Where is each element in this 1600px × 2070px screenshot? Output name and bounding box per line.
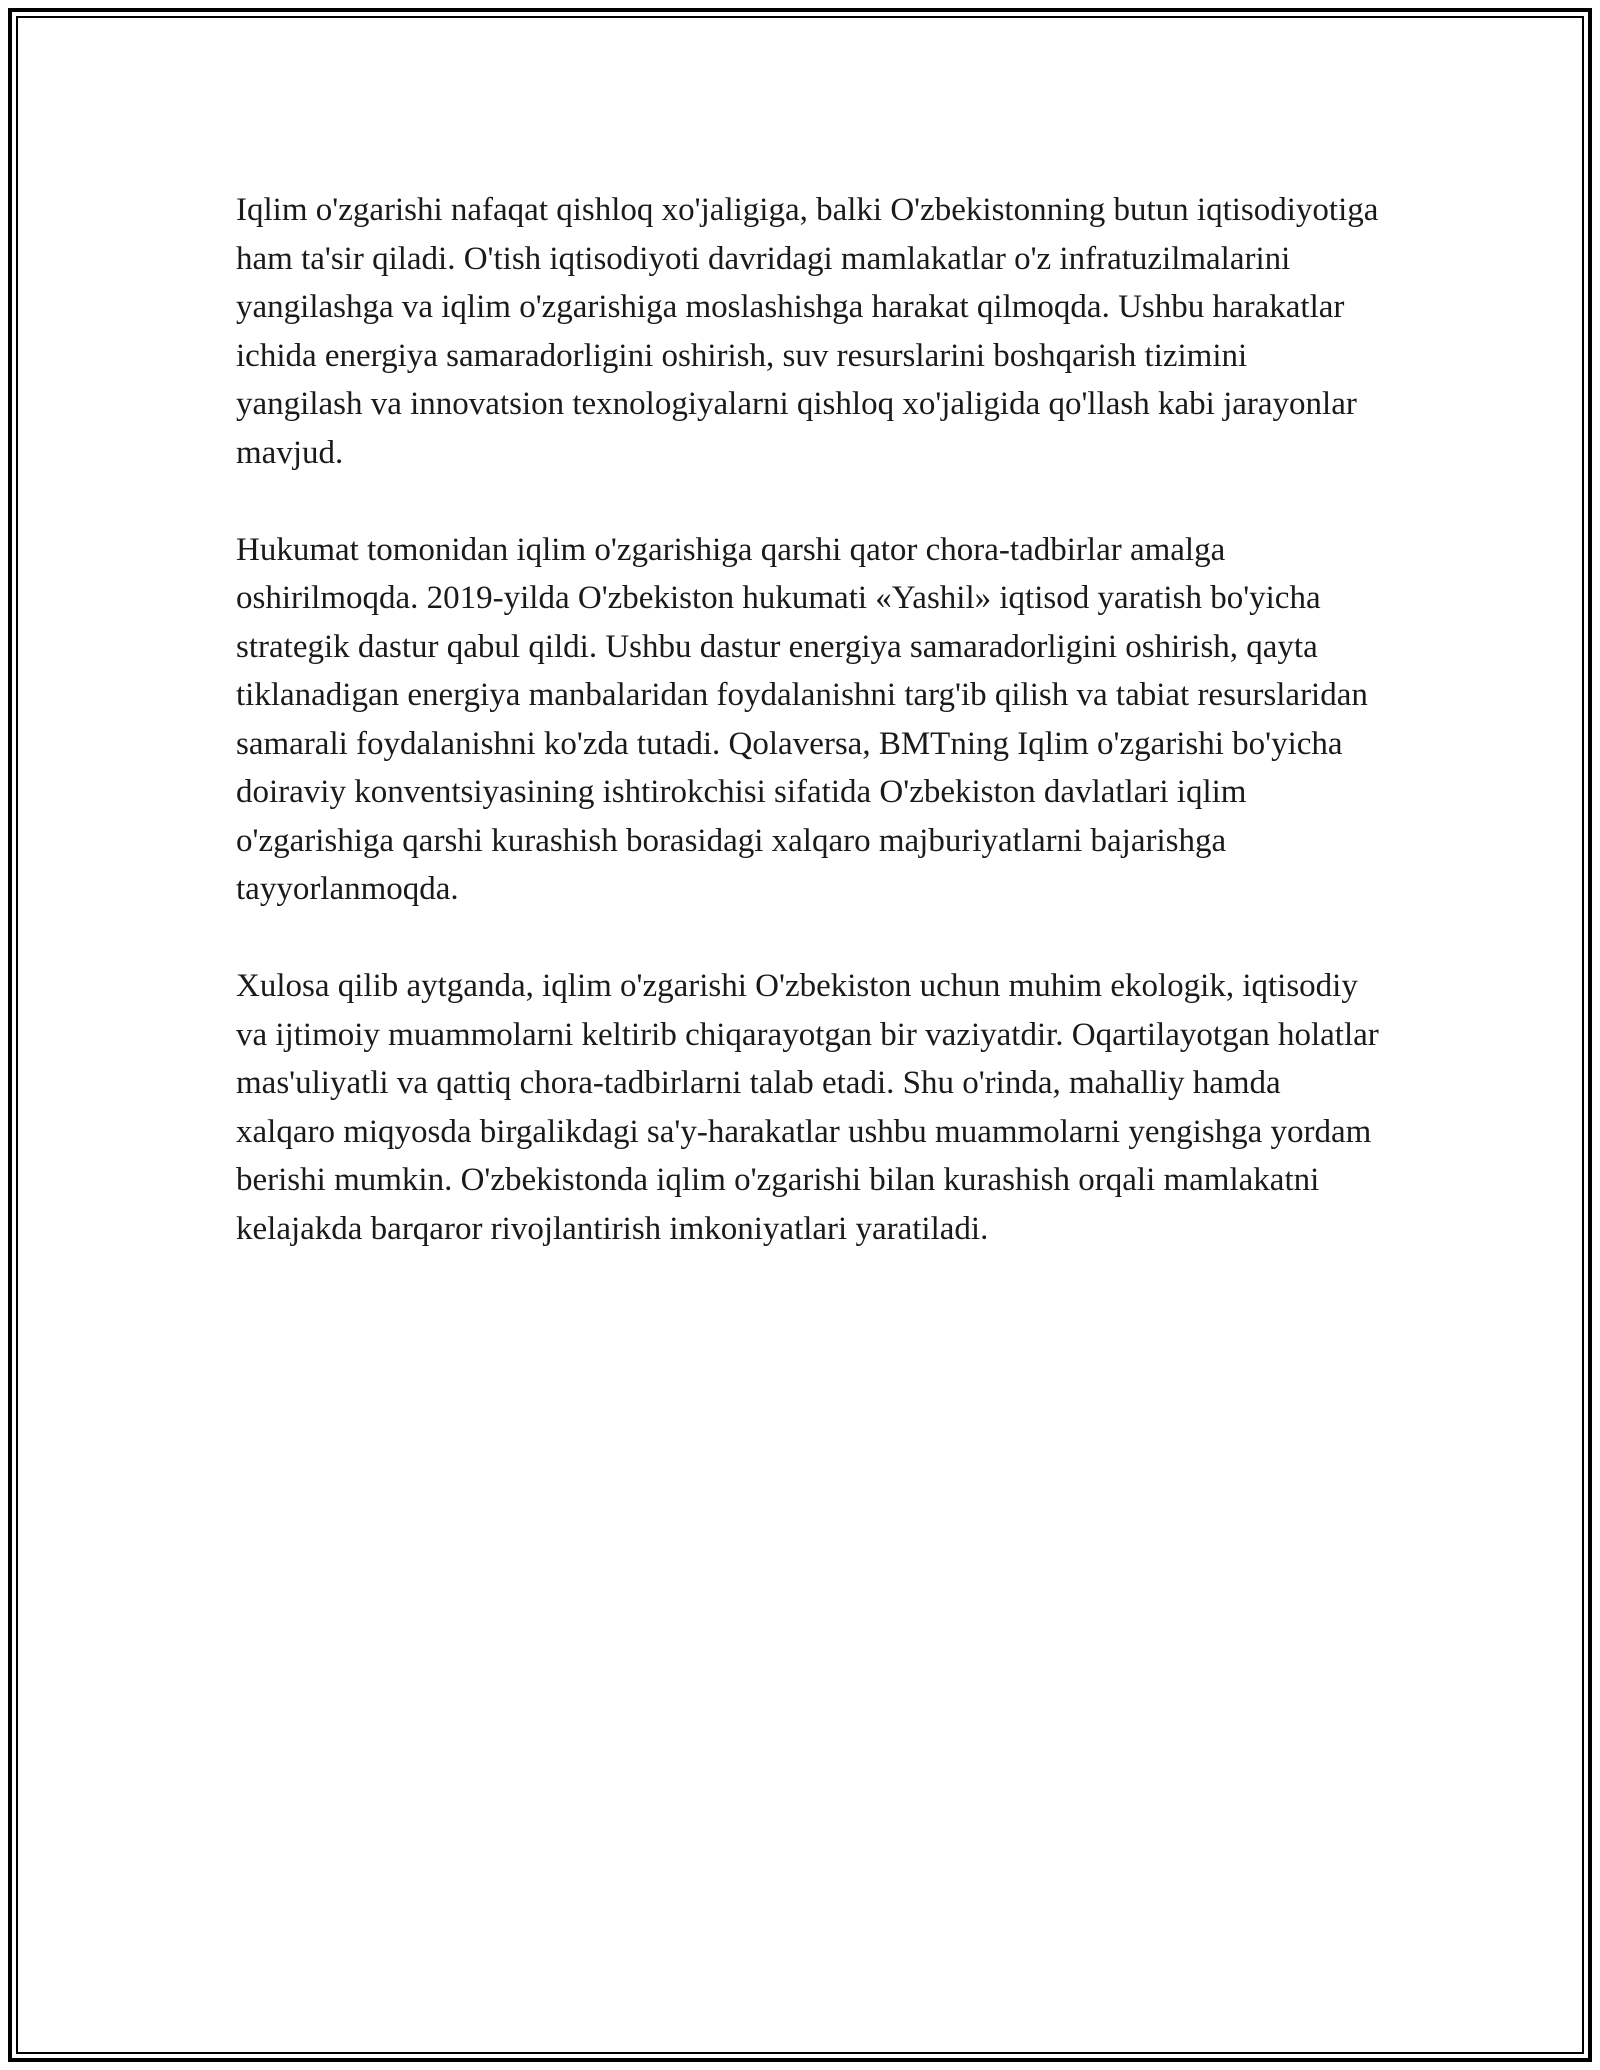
paragraph-2: Hukumat tomonidan iqlim o'zgarishiga qarshi qator chora-tadbirlar amalga oshirilmoqda. 2019-yilda O'zbekiston hukumati «Yashil» iqtisod yaratish bo'yicha strategik dastur qabul qildi. Ushbu dastur energiya samaradorligini oshirish, qayta tiklanadigan energiya manbalaridan foydalanishni targ'ib qilish va tabiat resurslaridan samarali foydalanishni ko'zda tutadi. Qolaversa, BMTning Iqlim o'zgarishi bo'yicha doiraviy konventsiyasining ishtirokchisi sifatida O'zbekiston davlatlari iqlim o'zgarishiga qarshi kurashish borasidagi xalqaro majburiyatlarni bajarishga tayyorlanmoqda.	[236, 531, 1368, 907]
paragraph-1: Iqlim o'zgarishi nafaqat qishloq xo'jaligiga, balki O'zbekistonning butun iqtisodiyotiga ham ta'sir qiladi. O'tish iqtisodiyoti davridagi mamlakatlar o'z infratuzilmalarini yangilashga va iqlim o'zgarishiga moslashishga harakat qilmoqda. Ushbu harakatlar ichida energiya samaradorligini oshirish, suv resurslarini boshqarish tizimini yangilash va innovatsion texnologiyalarni qishloq xo'jaligida qo'llash kabi jarayonlar mavjud.	[236, 192, 1379, 471]
document-body	[236, 186, 1381, 1302]
paragraph-3: Xulosa qilib aytganda, iqlim o'zgarishi O'zbekiston uchun muhim ekologik, iqtisodiy va ijtimoiy muammolarni keltirib chiqarayotgan bir vaziyatdir. Oqartilayotgan holatlar mas'uliyatli va qattiq chora-tadbirlarni talab etadi. Shu o'rinda, mahalliy hamda xalqaro miqyosda birgalikdagi sa'y-harakatlar ushbu muammolarni yengishga yordam berishi mumkin. O'zbekistonda iqlim o'zgarishi bilan kurashish orqali mamlakatni kelajakda barqaror rivojlantirish imkoniyatlari yaratiladi.	[236, 968, 1379, 1247]
